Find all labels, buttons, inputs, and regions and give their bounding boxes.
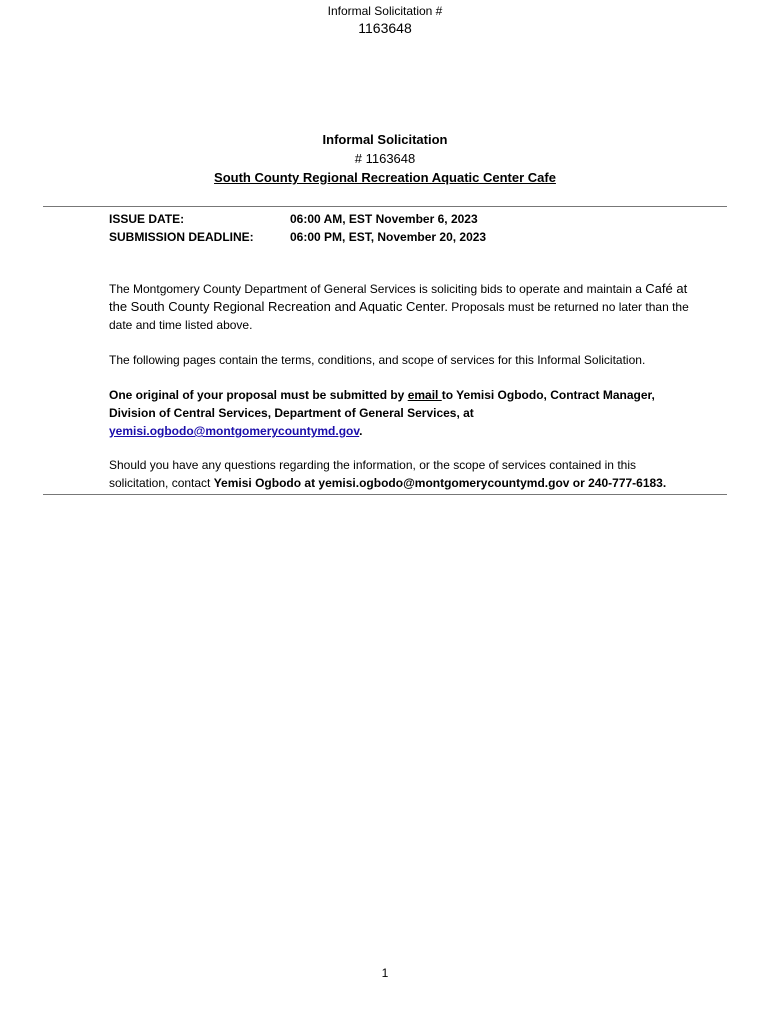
page-title: Informal Solicitation: [322, 132, 448, 147]
deadline-value: 06:00 PM, EST, November 20, 2023: [290, 230, 487, 244]
submission-end: .: [359, 424, 363, 438]
email-word: email: [407, 388, 442, 402]
page-number: 1: [381, 966, 389, 980]
issue-date-label: ISSUE DATE:: [109, 212, 185, 226]
top-divider: [43, 206, 727, 207]
project-name: South County Regional Recreation Aquatic Center Cafe: [214, 170, 556, 185]
header-label: Informal Solicitation #: [327, 4, 443, 18]
header-number: 1163648: [358, 20, 412, 36]
contact-info: Yemisi Ogbodo at yemisi.ogbodo@montgomerycountymd.gov or 240-777-6183.: [213, 476, 667, 490]
questions-text-a: Should you have any questions regarding the information, or the scope of services contained in this solicitation, contact: [109, 458, 636, 490]
terms-paragraph: The following pages contain the terms, conditions, and scope of services for this Informal Solicitation.: [109, 353, 646, 367]
submission-text-a: One original of your proposal must be submitted by: [109, 388, 408, 402]
intro-text-b: Café at the South County Regional Recreation and Aquatic Center.: [109, 281, 688, 314]
dates-block: [109, 210, 486, 246]
submission-text-b: to Yemisi Ogbodo, Contract Manager, Division of Central Services, Department of General Services, at: [109, 388, 655, 420]
deadline-row: [109, 228, 486, 246]
issue-date-value: 06:00 AM, EST November 6, 2023: [290, 212, 478, 226]
issue-date-row: [109, 210, 486, 228]
title-block: [0, 130, 770, 187]
intro-text-c: Proposals must be returned no later than the date and time listed above.: [109, 300, 689, 332]
email-link[interactable]: yemisi.ogbodo@montgomerycountymd.gov: [109, 424, 360, 438]
intro-paragraph: [109, 280, 689, 334]
solicitation-number: # 1163648: [354, 151, 416, 166]
submission-paragraph: [109, 386, 689, 440]
questions-paragraph: [109, 456, 689, 492]
bottom-divider: [43, 494, 727, 495]
deadline-label: SUBMISSION DEADLINE:: [109, 230, 254, 244]
intro-text-a: The Montgomery County Department of General Services is soliciting bids to operate and maintain a: [109, 282, 642, 296]
